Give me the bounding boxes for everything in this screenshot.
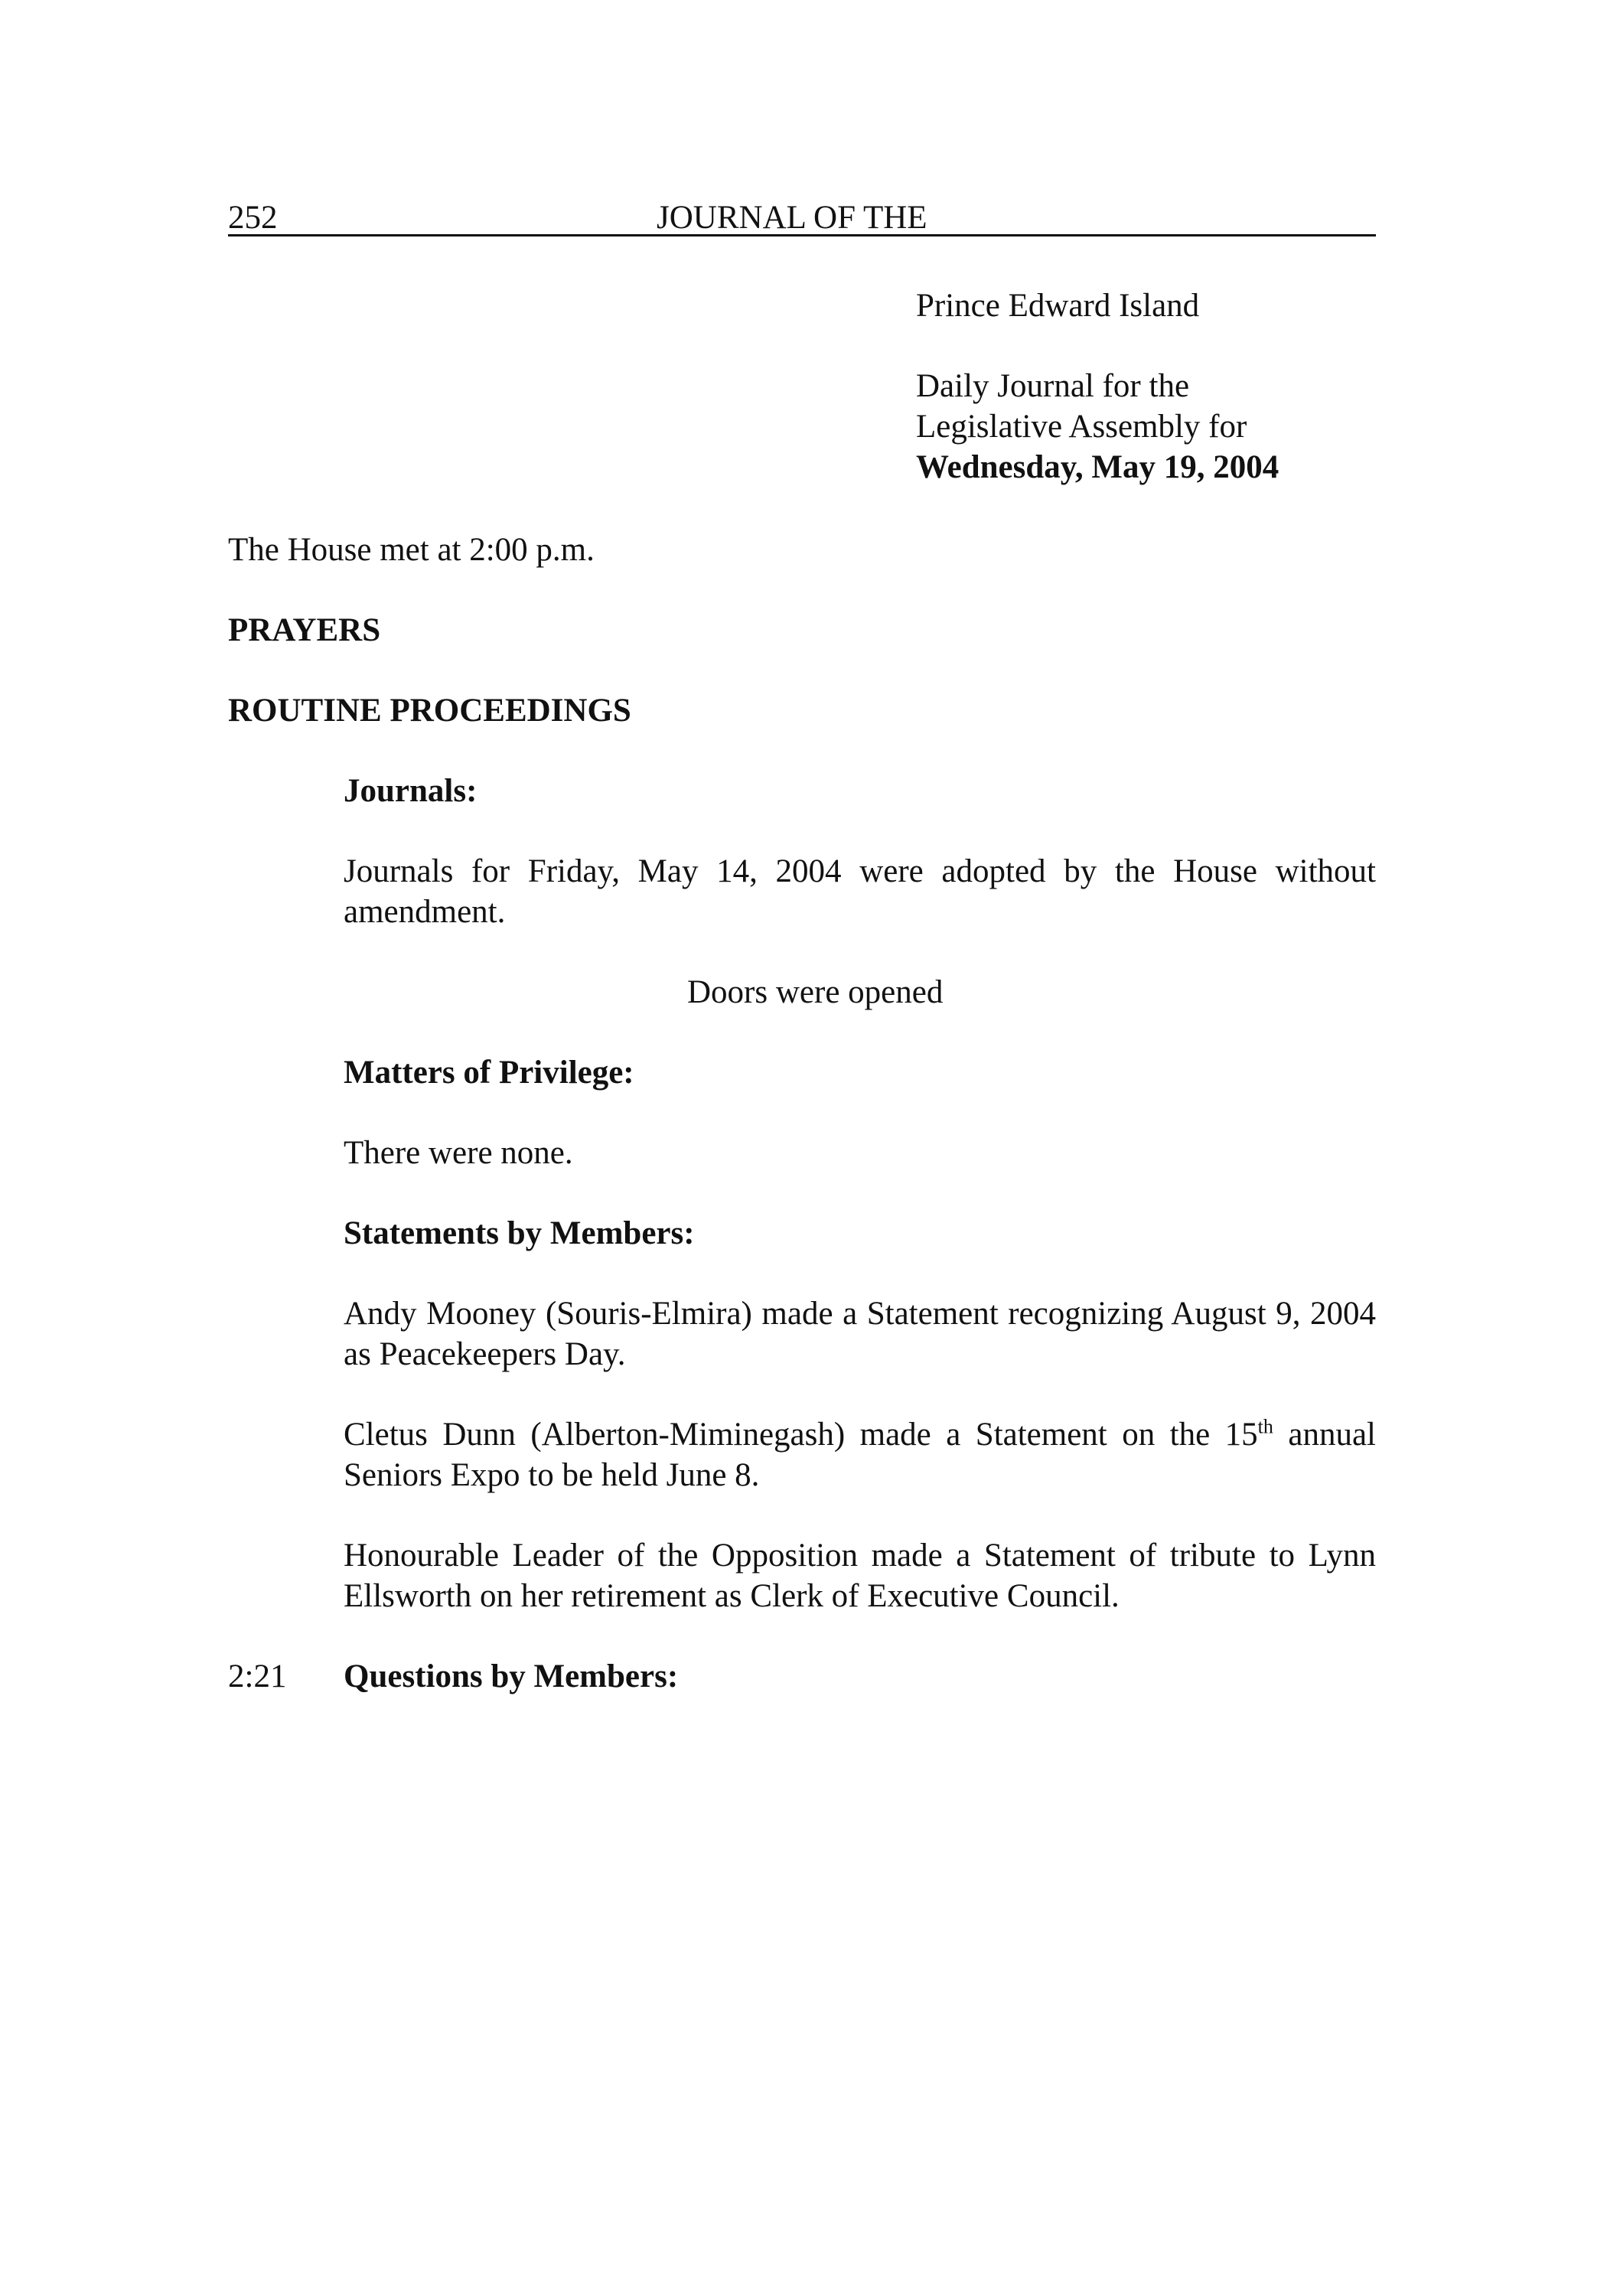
page-number: 252 (228, 200, 278, 236)
privilege-text: There were none. (344, 1135, 573, 1171)
prayers-heading: PRAYERS (228, 612, 381, 648)
time-stamp: 2:21 (228, 1658, 287, 1694)
statement-item-text: Cletus Dunn (Alberton-Miminegash) made a Statement on the 15 (344, 1417, 1258, 1453)
ordinal-suffix: th (1257, 1415, 1273, 1438)
masthead-line-1: Daily Journal for the (916, 368, 1190, 404)
statement-item: Honourable Leader of the Opposition made a Statement of tribute to Lynn Ellsworth on her retirement as Clerk of Executive Council. (344, 1538, 1376, 1614)
privilege-heading: Matters of Privilege: (344, 1055, 634, 1091)
journals-heading: Journals: (344, 773, 478, 809)
statement-item (344, 1414, 1376, 1495)
opening-line: The House met at 2:00 p.m. (228, 532, 595, 568)
masthead-date: Wednesday, May 19, 2004 (916, 449, 1279, 485)
masthead-line-2: Legislative Assembly for (916, 409, 1247, 445)
journals-text: Journals for Friday, May 14, 2004 were adopted by the House without amendment. (344, 853, 1376, 930)
masthead-province: Prince Edward Island (916, 288, 1200, 324)
doors-opened-note: Doors were opened (687, 974, 944, 1010)
header-rule (228, 234, 1376, 236)
statement-item: Andy Mooney (Souris-Elmira) made a Statement recognizing August 9, 2004 as Peacekeepers Day. (344, 1296, 1376, 1372)
statement-item-text: annual Seniors Expo to be held June 8. (344, 1417, 1376, 1493)
running-title: JOURNAL OF THE (657, 200, 927, 236)
statements-heading: Statements by Members: (344, 1215, 695, 1251)
routine-proceedings-heading: ROUTINE PROCEEDINGS (228, 693, 631, 729)
questions-heading: Questions by Members: (344, 1658, 679, 1694)
